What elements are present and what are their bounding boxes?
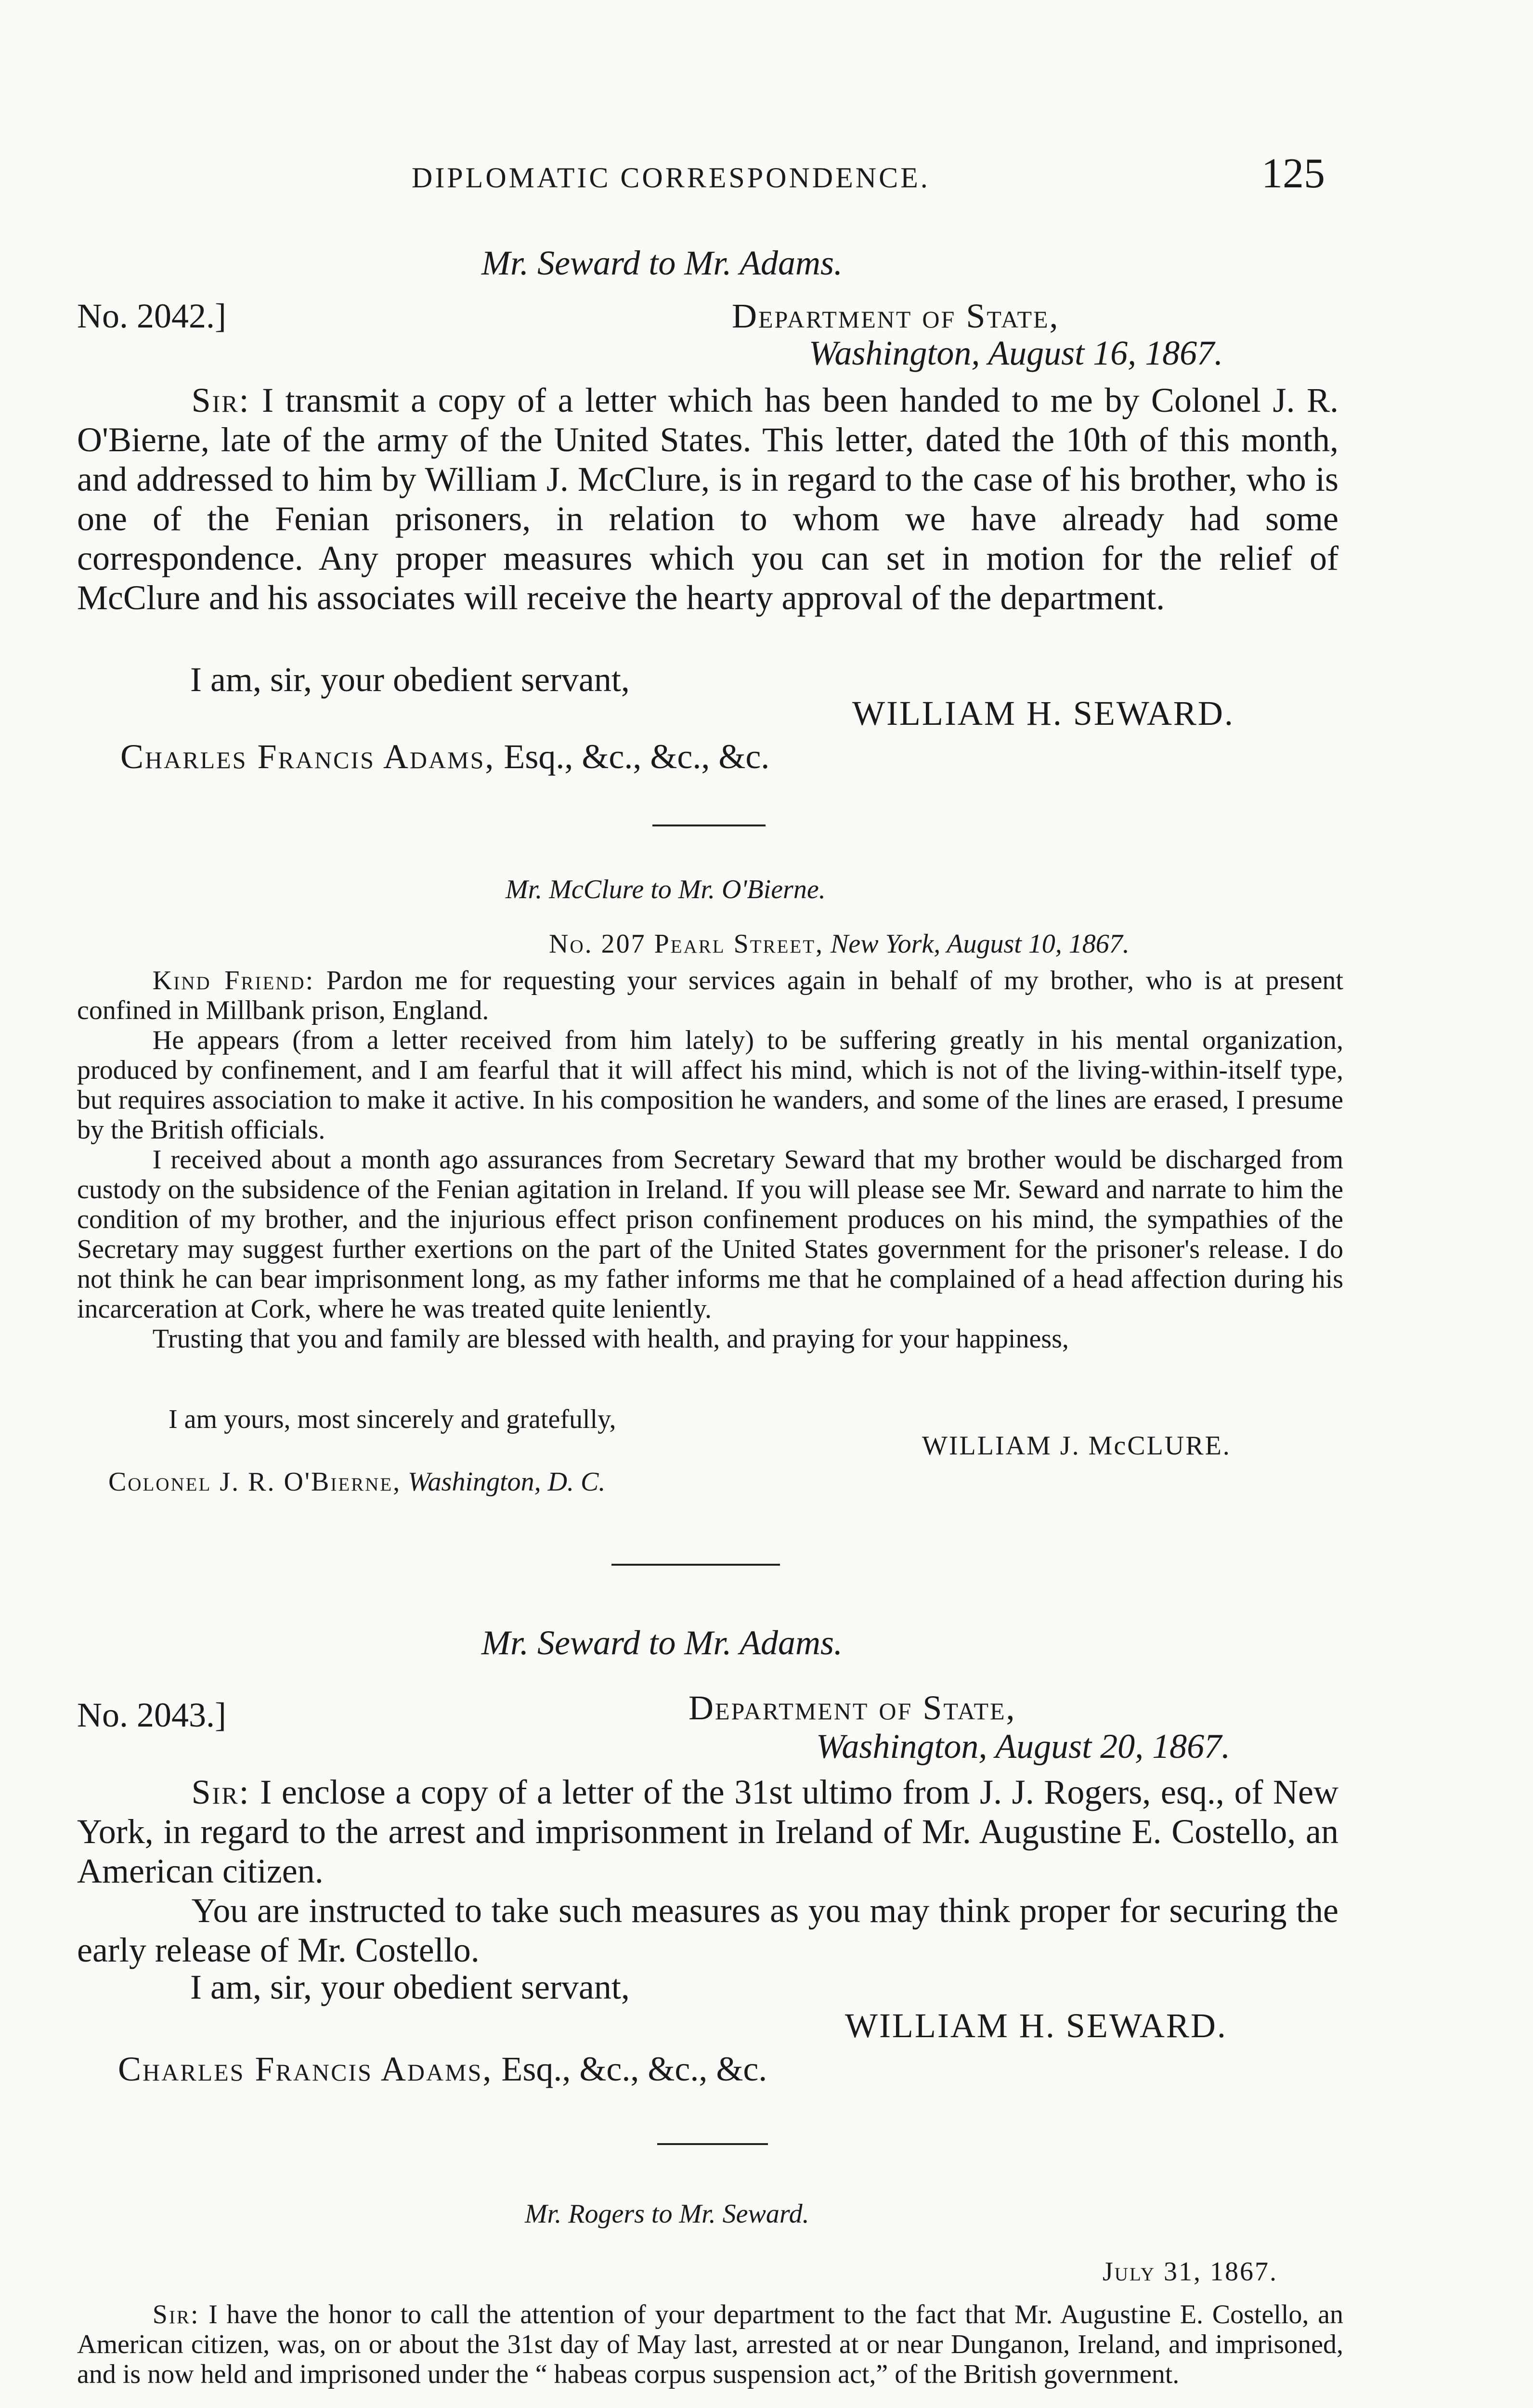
letter2-address-line	[549, 929, 1130, 959]
letter1-closing: I am, sir, your obedient servant,	[190, 660, 630, 699]
letter2-closing: I am yours, most sincerely and gratefully,	[169, 1404, 616, 1434]
letter3-paragraph: You are instructed to take such measures as you may think proper for securing the early release of Mr. Costello.	[77, 1891, 1338, 1969]
letter2-place-date: New York, August 10, 1867.	[831, 929, 1130, 959]
letter2-signature: WILLIAM J. McCLURE.	[922, 1431, 1231, 1461]
page-number: 125	[1261, 150, 1325, 197]
letter2-paragraph: Pardon me for requesting your services again in behalf of my brother, who is at present confined in Millbank prison, England.	[77, 966, 1343, 1025]
letter1-addressee-rest: Esq., &c., &c., &c.	[504, 737, 770, 776]
section-divider	[657, 2143, 768, 2145]
letter4-body	[77, 2300, 1343, 2389]
letter3-number: No. 2043.]	[77, 1696, 226, 1734]
letter2-title: Mr. McClure to Mr. O'Bierne.	[506, 875, 826, 904]
letter3-addressee	[118, 2049, 767, 2089]
letter3-salutation: Sir:	[191, 1773, 250, 1811]
letter2-paragraph: I received about a month ago assurances from Secretary Seward that my brother would be discharged from custody on the subsidence of the Fenian agitation in Ireland. If you will please see Mr. Seward and narrate to him the condition of my brother, and the injurious effect prison confinement produces on his mind, the sympathies of the Secretary may suggest further exertions on the part of the United States government for the prisoner's release. I do not think he can bear imprisonment long, as my father informs me that he complained of a head affection during his incarceration at Cork, where he was treated quite leniently.	[77, 1145, 1343, 1324]
letter2-addressee-name: Colonel J. R. O'Bierne,	[108, 1467, 402, 1497]
running-title: DIPLOMATIC CORRESPONDENCE.	[412, 162, 930, 194]
letter1-signature: WILLIAM H. SEWARD.	[852, 694, 1234, 733]
letter2-address: No. 207 Pearl Street,	[549, 929, 824, 959]
letter3-signature: WILLIAM H. SEWARD.	[845, 2006, 1227, 2045]
letter3-closing: I am, sir, your obedient servant,	[190, 1968, 630, 2006]
section-divider	[652, 824, 766, 826]
letter2-paragraph: Trusting that you and family are blessed with health, and praying for your happiness,	[152, 1324, 1069, 1354]
letter1-addressee-name: Charles Francis Adams,	[120, 737, 495, 776]
letter3-department: Department of State,	[689, 1688, 1016, 1727]
letter4-title: Mr. Rogers to Mr. Seward.	[525, 2199, 809, 2229]
letter1-place-date: Washington, August 16, 1867.	[809, 334, 1223, 372]
letter4-salutation: Sir:	[152, 2300, 200, 2329]
letter1-body-text: I transmit a copy of a letter which has been handed to me by Colonel J. R. O'Bierne, late of the army of the United States. This letter, dated the 10th of this month, and addressed to him by William J. McClure, is in regard to the case of his brother, who is one of the Fenian prisoners, in relation to whom we have already had some correspondence. Any proper measures which you can set in motion for the relief of McClure and his associates will receive the hearty approval of the department.	[77, 381, 1339, 617]
letter1-number: No. 2042.]	[77, 297, 226, 335]
section-divider	[611, 1564, 780, 1566]
letter1-body	[77, 380, 1338, 617]
letter1-department: Department of State,	[732, 297, 1060, 335]
letter2-body	[77, 966, 1343, 1354]
letter3-body	[77, 1772, 1338, 1970]
letter1-title: Mr. Seward to Mr. Adams.	[481, 244, 843, 282]
letter3-paragraph: I enclose a copy of a letter of the 31st ultimo from J. J. Rogers, esq., of New York, in regard to the arrest and imprisonment in Ireland of Mr. Augustine E. Costello, an American citizen.	[77, 1773, 1338, 1890]
letter3-addressee-rest: Esq., &c., &c., &c.	[501, 2050, 767, 2088]
letter3-addressee-name: Charles Francis Adams,	[118, 2050, 493, 2088]
letter4-date: July 31, 1867.	[1103, 2257, 1278, 2287]
letter4-body-text: I have the honor to call the attention of your department to the fact that Mr. Augustine E. Costello, an American citizen, was, on or about the 31st day of May last, arrested at or near Dunganon, Ireland, and imprisoned, and is now held and imprisoned under the “ habeas corpus suspension act,” of the British government.	[77, 2300, 1343, 2389]
letter2-addressee-rest: Washington, D. C.	[408, 1467, 606, 1497]
letter2-paragraph: He appears (from a letter received from him lately) to be suffering greatly in his mental organization, produced by confinement, and I am fearful that it will affect his mind, which is not of the living-within-itself type, but requires association to make it active. In his composition he wanders, and some of the lines are erased, I presume by the British officials.	[77, 1025, 1343, 1145]
letter3-title: Mr. Seward to Mr. Adams.	[481, 1623, 843, 1662]
letter1-salutation: Sir:	[191, 381, 250, 419]
letter2-salutation: Kind Friend:	[152, 966, 315, 995]
letter1-addressee	[120, 737, 769, 777]
letter2-addressee	[108, 1466, 605, 1497]
letter3-place-date: Washington, August 20, 1867.	[816, 1727, 1231, 1766]
